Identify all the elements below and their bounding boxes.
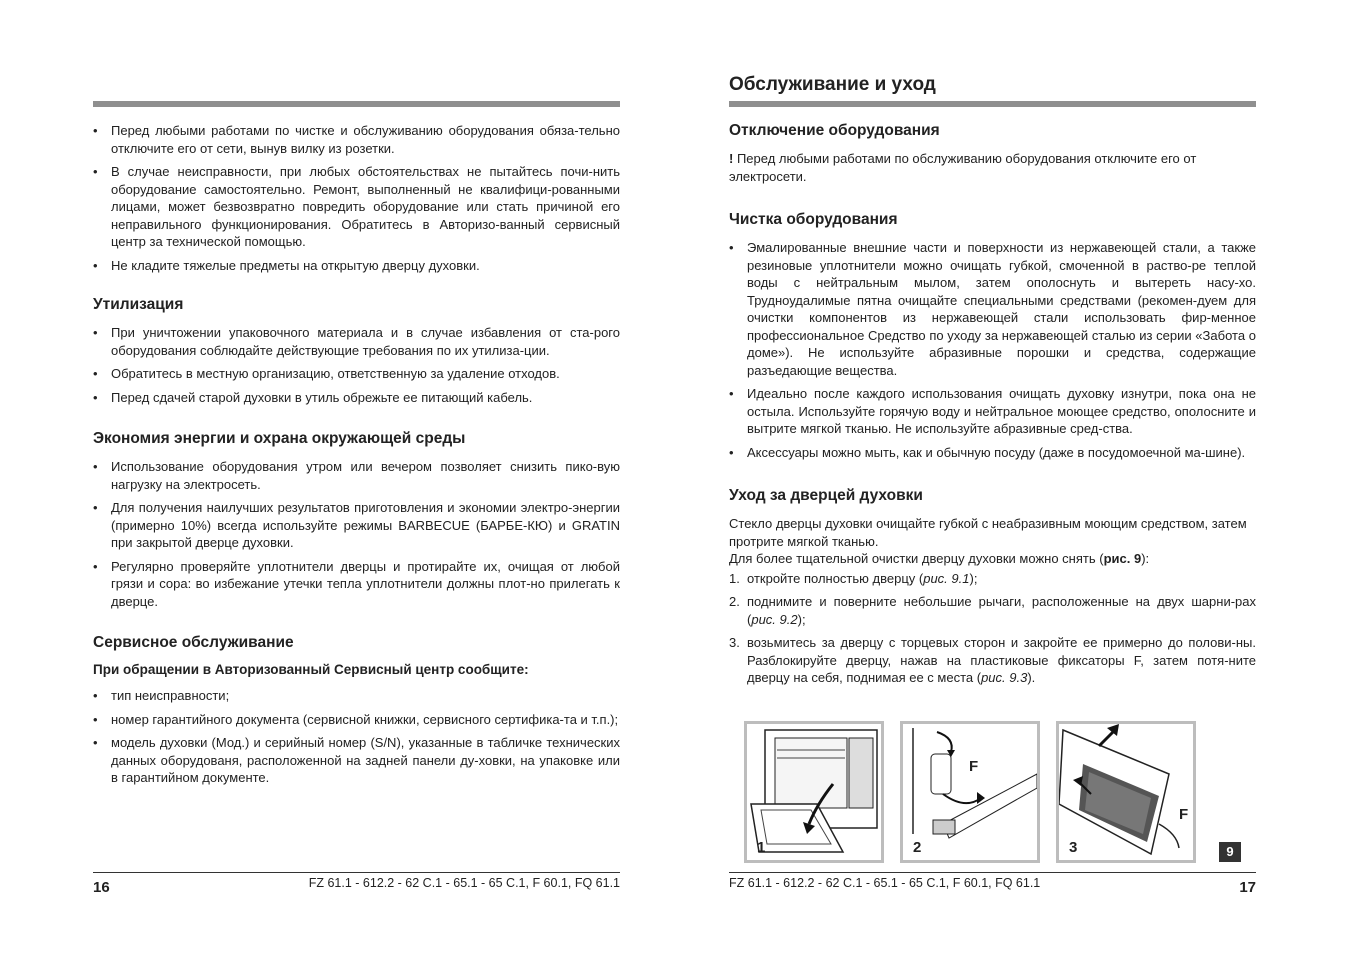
cleaning-list bbox=[729, 239, 1256, 461]
energy-title: Экономия энергии и охрана окружающей среды bbox=[93, 430, 466, 447]
list-item: • тип неисправности; bbox=[93, 687, 620, 705]
step-item: 3. возьмитесь за дверцу с торцевых сторон и закройте ее примерно до полови-ны. Разблокируйте дверцу, нажав на пластиковые фиксаторы F, затем потя-ните дверцу на себя, поднимая ее с места (рис. 9.3). bbox=[729, 635, 1256, 685]
header-rule bbox=[93, 101, 620, 107]
safety-list bbox=[93, 122, 620, 274]
list-item: • Перед сдачей старой духовки в утиль обрежьте ее питающий кабель. bbox=[93, 389, 620, 407]
figure-label: 2 bbox=[913, 839, 922, 856]
list-item: • Эмалированные внешние части и поверхности из нержавеющей стали, а также резиновые уплотнители можно очищать губкой, смоченной в раство-ре теплой воды с нейтральным мылом, затем ополоснуть и вытереть насу-хо. Трудноудалимые пятна очищайте специальными средствами (рекомен-дуем для очистки компонентов из нержавеющей стали использовать фир-менное профессиональное Средство по уходу за нержавеющей сталью из серии «Забота о доме»). Не используйте абразивные порошки и средства, содержащие разъедающие вещества. bbox=[729, 239, 1256, 379]
list-item: • модель духовки (Мод.) и серийный номер (S/N), указанные в табличке технических данных оборудованя, расположенной на задней панели ду-ховки, на упаковке или в гарантийном документе. bbox=[93, 734, 620, 787]
list-item: • Обратитесь в местную организацию, ответственную за удаление отходов. bbox=[93, 365, 620, 383]
service-list bbox=[93, 687, 620, 787]
disposal-title: Утилизация bbox=[93, 296, 184, 313]
latch-label: F bbox=[1179, 806, 1189, 823]
figure-9-2 bbox=[900, 721, 1040, 863]
disposal-section bbox=[93, 296, 620, 406]
door-removal-illustration bbox=[1059, 724, 1193, 860]
cleaning-section bbox=[729, 211, 1256, 461]
left-content bbox=[93, 122, 620, 811]
door-section bbox=[729, 487, 1256, 687]
service-title: Сервисное обслуживание bbox=[93, 634, 294, 651]
list-item: • Идеально после каждого использования очищать духовку изнутри, пока она не остыла. Используйте горячую воду и нейтральное моющее средство, ополосните и вытрите мягкой тканью. Не используйте абразивные сред-ства. bbox=[729, 385, 1256, 438]
disposal-list bbox=[93, 324, 620, 406]
door-para-2: Для более тщательной очистки дверцу духовки можно снять (рис. 9): bbox=[729, 551, 1150, 566]
hinge-lever-illustration bbox=[903, 724, 1037, 860]
service-subtitle: При обращении в Авторизованный Сервисный центр сообщите: bbox=[93, 662, 529, 677]
list-item: • В случае неисправности, при любых обстоятельствах не пытайтесь почи-нить оборудование самостоятельно. Ремонт, выполненный не квалифици-рованными лицами, может безвозвратно повредить оборудование или стать причиной его неправильного функционирования. Обратитесь в Авторизо-ванный сервисный центр за технической помощью. bbox=[93, 163, 620, 251]
footer-rule bbox=[93, 872, 620, 873]
right-content bbox=[729, 122, 1256, 711]
header-rule bbox=[729, 101, 1256, 107]
door-para-1: Стекло дверцы духовки очищайте губкой с неабразивным моющим средством, затем протрите мягкой тканью. bbox=[729, 516, 1247, 549]
figure-label: 1 bbox=[757, 839, 766, 856]
door-steps bbox=[729, 570, 1256, 687]
energy-list bbox=[93, 458, 620, 610]
warning-mark: ! bbox=[729, 151, 734, 166]
safety-section bbox=[93, 122, 620, 274]
page-number: 16 bbox=[93, 879, 110, 896]
step-item: 1. откройте полностью дверцу (рис. 9.1); bbox=[729, 570, 978, 586]
model-line: FZ 61.1 - 612.2 - 62 C.1 - 65.1 - 65 C.1, F 60.1, FQ 61.1 bbox=[308, 876, 620, 890]
list-item: • Аксессуары можно мыть, как и обычную посуду (даже в посудомоечной ма-шине). bbox=[729, 444, 1256, 462]
list-item: • Регулярно проверяйте уплотнители дверцы и протирайте их, очищая от любой грязи и сора: во избежание утечки тепла уплотнители должны плот-но прилегать к дверце. bbox=[93, 558, 620, 611]
list-item: • номер гарантийного документа (сервисной книжки, сервисного сертифика-та и т.п.); bbox=[93, 711, 620, 729]
figure-9-1 bbox=[744, 721, 884, 863]
page-number: 17 bbox=[1239, 879, 1256, 896]
footer-rule bbox=[729, 872, 1256, 873]
step-item: 2. поднимите и поверните небольшие рычаги, расположенные на двух шарни-рах (рис. 9.2); bbox=[729, 594, 1256, 627]
disconnect-title: Отключение оборудования bbox=[729, 122, 940, 139]
disconnect-text: ! Перед любыми работами по обслуживанию оборудования отключите его от электросети. bbox=[729, 151, 1197, 184]
list-item: • Для получения наилучших результатов приготовления и экономии электро-энергии (примерно 10%) всегда используйте режимы BARBECUE (БАРБЕ-КЮ) и GRATIN при закрытой дверце духовки. bbox=[93, 499, 620, 552]
service-section bbox=[93, 634, 620, 787]
list-item: • Использование оборудования утром или вечером позволяет снизить пико-вую нагрузку на электросеть. bbox=[93, 458, 620, 493]
list-item: • При уничтожении упаковочного материала и в случае избавления от ста-рого оборудования соблюдайте действующие требования по их утилиза-ции. bbox=[93, 324, 620, 359]
figure-label: 3 bbox=[1069, 839, 1078, 856]
disconnect-section bbox=[729, 122, 1256, 185]
cleaning-title: Чистка оборудования bbox=[729, 211, 898, 228]
list-item: • Перед любыми работами по чистке и обслуживанию оборудования обяза-тельно отключите его от сети, вынув вилку из розетки. bbox=[93, 122, 620, 157]
figure-number-badge: 9 bbox=[1219, 842, 1241, 862]
latch-label: F bbox=[969, 758, 979, 775]
oven-open-door-illustration bbox=[747, 724, 881, 860]
list-item: • Не кладите тяжелые предметы на открытую дверцу духовки. bbox=[93, 257, 620, 275]
energy-section bbox=[93, 430, 620, 610]
door-title: Уход за дверцей духовки bbox=[729, 487, 923, 504]
model-line: FZ 61.1 - 612.2 - 62 C.1 - 65.1 - 65 C.1, F 60.1, FQ 61.1 bbox=[729, 876, 1041, 890]
page-title: Обслуживание и уход bbox=[729, 74, 936, 95]
figure-9-3 bbox=[1056, 721, 1196, 863]
